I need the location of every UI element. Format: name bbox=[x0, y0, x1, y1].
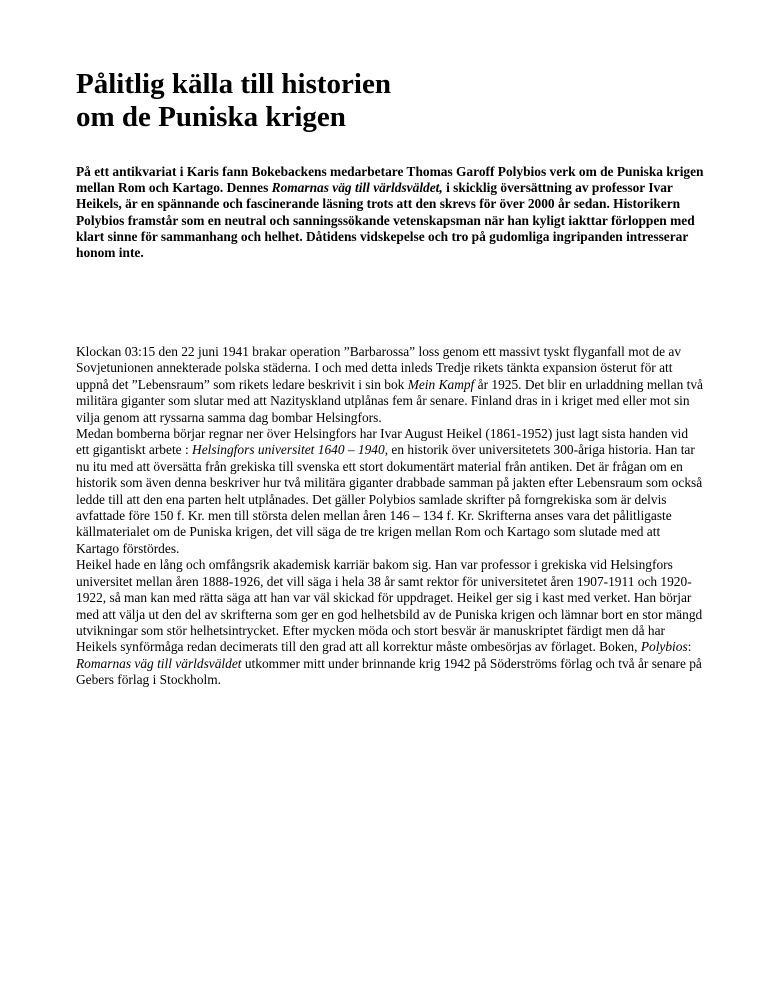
p1-text-2: år 1925. Det blir en urladdning mellan två militära giganter som slutar med att Nazityskland utplånas fem år senare. Finland dras in i kriget med eller mot sin vilja genom att ryssarna samma dag bombar Helsingfors. bbox=[76, 376, 703, 425]
p3-text-3: utkommer mitt under brinnande krig 1942 på Söderströms förlag och två år senare på Gebers förlag i Stockholm. bbox=[76, 655, 702, 688]
body-paragraph-2 bbox=[76, 426, 704, 557]
body-paragraph-3 bbox=[76, 557, 704, 688]
title-line-1: Pålitlig källa till historien bbox=[76, 68, 391, 100]
ingress-book-title: Romarnas väg till världsväldet, bbox=[271, 180, 443, 196]
p2-text-2: , en historik över universitetets 300-åriga historia. Han tar nu itu med att översätta från grekiska till svenska ett stort dokumentärt material från antiken. Det är frågan om en historik som även denna beskriver hur två militära giganter drabbade samman på jakten efter Lebensraum som också ledde till att den ena parten helt utplånades. Det gäller Polybios samlade skrifter på forngrekiska som är delvis avfattade före 150 f. Kr. men till största delen mellan åren 146 – 134 f. Kr. Skrifterna anses vara det pålitligaste källmaterialet om de Puniska krigen, det vill säga de tre krigen mellan Rom och Kartago som slutade med att Kartago förstördes. bbox=[76, 442, 703, 556]
p2-book-title: Helsingfors universitet 1640 – 1940 bbox=[192, 442, 385, 458]
article-body bbox=[76, 344, 704, 689]
p3-author-name: Polybios bbox=[640, 639, 688, 655]
ingress-text-2: i skicklig översättning av professor Ivar Heikels, är en spännande och fascinerande läsning trots att den skrevs för över 2000 år sedan. Historikern Polybios framstår som en neutral och sanningssökande vetenskapsman när han kyligt iakttar förloppen med klart sinne för sammanhang och helhet. Dåtidens vidskepelse och tro på gudomliga ingripanden intresserar honom inte. bbox=[76, 180, 695, 261]
title-line-2: om de Puniska krigen bbox=[76, 101, 346, 133]
body-paragraph-1 bbox=[76, 344, 704, 426]
article-ingress bbox=[76, 164, 704, 261]
ingress-text-1: På ett antikvariat i Karis fann Bokebackens medarbetare Thomas Garoff Polybios verk om de Puniska krigen mellan Rom och Kartago. Dennes bbox=[76, 164, 704, 196]
p1-book-title: Mein Kampf bbox=[407, 376, 475, 392]
p3-book-title: Romarnas väg till världsväldet bbox=[76, 655, 242, 671]
p3-text-2: : bbox=[687, 639, 692, 655]
p3-text-1: Heikel hade en lång och omfångsrik akademisk karriär bakom sig. Han var professor i grekiska vid Helsingfors universitet mellan åren 1888-1926, det vill säga i hela 38 år samt rektor för universitetet åren 1907-1911 och 1920-1922, så man kan med rätta säga att han var väl skickad för uppdraget. Heikel ger sig i kast med verket. Han börjar med att välja ut den del av skrifterna som ger en god helhetsbild av de Puniska krigen och lämnar bort en stor mängd utvikningar som stör helhetsintrycket. Efter mycken möda och stort besvär är manuskriptet färdigt men då har Heikels synförmåga redan decimerats till den grad att all korrektur måste ombesörjas av förlaget. Boken, bbox=[76, 557, 703, 655]
article-title bbox=[76, 68, 676, 134]
p2-text-1: Medan bomberna börjar regnar ner över Helsingfors har Ivar August Heikel (1861-1952) just lagt sista handen vid ett gigantiskt arbete : bbox=[76, 426, 689, 458]
p1-text-1: Klockan 03:15 den 22 juni 1941 brakar operation ”Barbarossa” loss genom ett massivt tyskt flyganfall mot de av Sovjetunionen annekterade polska städerna. I och med detta inleds Tredje rikets tänkta expansion österut för att uppnå det ”Lebensraum” som rikets ledare beskrivit i sin bok bbox=[76, 344, 682, 392]
